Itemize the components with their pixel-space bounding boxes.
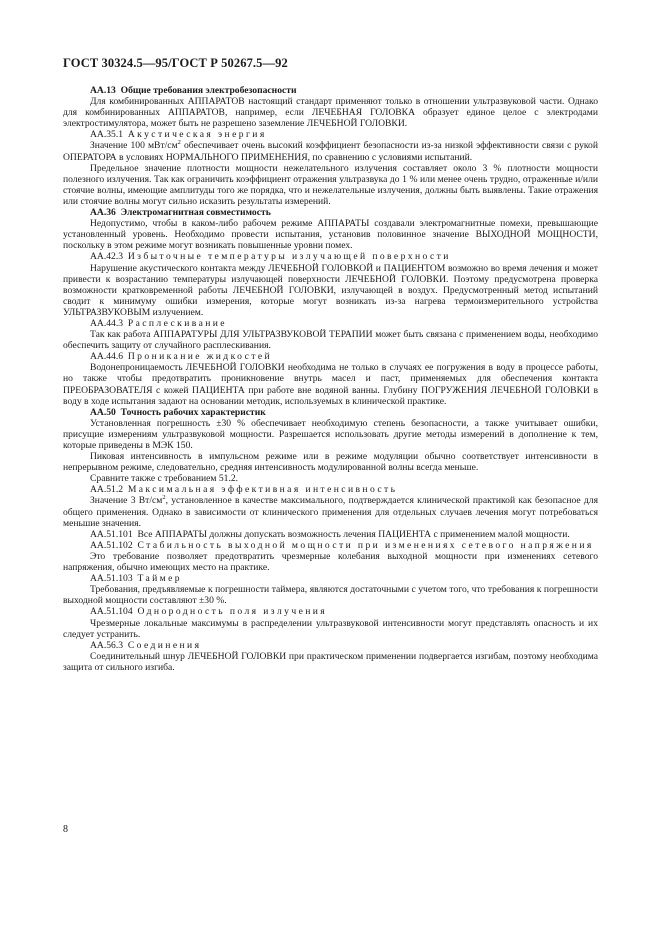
section-title: Однородность поля излучения [137, 606, 328, 618]
body-paragraph: Нарушение акустического контакта между ЛЕЧЕБНОЙ ГОЛОВКОЙ и ПАЦИЕНТОМ возможно во время лечения и может привести к возрастанию температуры излучающей поверхности ЛЕЧЕБНОЙ ГОЛОВКИ. Поэтому предусмотрена проверка возможности кратковременной работы ЛЕЧЕБНОЙ ГОЛОВКИ, излучающей в воздух. Предусмотренный метод испытаний сводит к минимуму ошибки измерения, которые могут возникать из-за нагрева термоизмерительного устройства УЛЬТРАЗВУКОВЫМ излучением. [63, 262, 598, 318]
section-code: АА.56.3 [90, 639, 124, 651]
body-paragraph: Сравните также с требованием 51.2. [90, 473, 239, 485]
section-title: Электромагнитная совместимость [120, 207, 271, 219]
body-paragraph: Для комбинированных АППАРАТОВ настоящий стандарт применяют только в отношении ультразвуковой части. Однако для комбинированных АППАРАТОВ, например, если ЛЕЧЕБНАЯ ГОЛОВКА образует единое целое с электродами электростимулятора, может быть не разрешено заземление ЛЕЧЕБНОЙ ГОЛОВКИ. [63, 96, 598, 130]
subsection-heading [63, 251, 598, 262]
section-title: Точность рабочих характеристик [120, 406, 266, 418]
section-code: АА.13 [90, 85, 116, 96]
superscript: 2 [162, 494, 166, 502]
section-title: Избыточные температуры излучающей поверхности [127, 251, 451, 263]
body-paragraph: Водонепроницаемость ЛЕЧЕБНОЙ ГОЛОВКИ необходима не только в случаях ее погружения в воду в процессе работы, но также чтобы предотвратить проникновение внутрь масел и паст, применяемых для обеспечения контакта ПРЕОБРАЗОВАТЕЛЯ с кожей ПАЦИЕНТА при работе вне водяной ванны. Глубину ПОГРУЖЕНИЯ ЛЕЧЕБНОЙ ГОЛОВКИ в воду в ходе испытания задают на основании методик, используемых в клинической практике. [63, 362, 598, 407]
page-content [63, 85, 598, 673]
subsection-heading [63, 573, 598, 584]
section-code: АА.44.3 [90, 317, 124, 329]
subsection-heading [63, 484, 598, 495]
page-number: 8 [63, 824, 68, 835]
body-paragraph: Пиковая интенсивность в импульсном режиме или в режиме модуляции обычно соответствует интенсивности в непрерывном режиме, следовательно, средняя интенсивность модулированной волны всегда меньше. [63, 451, 598, 474]
section-code: АА.44.6 [90, 351, 124, 363]
text-run: обеспечивает очень высокий коэффициент безопасности из-за низкой эффективности связи с рукой ОПЕРАТОРА в условиях НОРМАЛЬНОГО ПРИМЕНЕНИЯ, по сравнению с условиями испытаний. [63, 140, 598, 163]
section-title: Соединения [127, 639, 202, 651]
section-code: АА.51.104 [90, 606, 133, 618]
body-paragraph: Установленная погрешность ±30 % обеспечивает необходимую степень безопасности, а также учитывает ошибки, присущие измерениям ультразвуковой мощности. Разрешается использовать другие методы измерений в дополнение к тем, которые приведены в МЭК 150. [63, 417, 598, 451]
subsection-heading [63, 606, 598, 617]
body-paragraph [63, 495, 598, 528]
subsection-heading [63, 640, 598, 651]
body-paragraph: Предельное значение плотности мощности нежелательного излучения составляет около 3 % плотности мощности полезного излучения. Так как ограничить коэффициент отражения ультразвука до 1 % или менее очень трудно, отраженные и/или стоячие волны, имеющие амплитуды того же порядка, что и нежелательные излучения, должны быть выявлены. Такие отражения или стоячие волны могут сильно исказить результаты измерений. [63, 162, 598, 207]
section-code: АА.35.1 [90, 129, 124, 141]
text-run: Все АППАРАТЫ должны допускать возможность лечения ПАЦИЕНТА с применением малой мощности. [137, 528, 570, 540]
section-heading [63, 85, 598, 96]
body-paragraph [63, 529, 598, 540]
subsection-heading [63, 351, 598, 362]
section-title: Максимальная эффективная интенсивность [127, 484, 398, 496]
body-paragraph [63, 140, 598, 162]
body-paragraph: Это требование позволяет предотвратить чрезмерные колебания выходной мощности при изменениях сетевого напряжения, обычно имеющих место на практике. [63, 550, 598, 574]
section-code: АА.51.102 [90, 539, 133, 551]
section-title: Расплескивание [127, 317, 227, 329]
body-paragraph: Недопустимо, чтобы в каком-либо рабочем режиме АППАРАТЫ создавали электромагнитные помехи, превышающие установленный уровень. Необходимо провести испытания, установив половинное значение ВЫХОДНОЙ МОЩНОСТИ, поскольку в этом режиме могут возникать повышенные уровни помех. [63, 218, 598, 252]
subsection-heading [63, 540, 598, 551]
body-paragraph: Чрезмерные локальные максимумы в распределении ультразвуковой интенсивности могут представлять опасность и их следует устранить. [63, 617, 598, 640]
section-title: Стабильность выходной мощности при изменениях сетевого напряжения [137, 539, 594, 551]
subsection-heading [63, 129, 598, 140]
section-title: Проникание жидкостей [127, 351, 273, 363]
section-title: Акустическая энергия [127, 129, 267, 141]
text-run: Значение 3 Вт/см [90, 495, 163, 507]
page-header: ГОСТ 30324.5—95/ГОСТ Р 50267.5—92 [63, 56, 288, 70]
body-paragraph: Так как работа АППАРАТУРЫ ДЛЯ УЛЬТРАЗВУКОВОЙ ТЕРАПИИ может быть связана с применением воды, необходимо обеспечить защиту от случайного расплескивания. [63, 329, 598, 352]
section-heading [63, 407, 598, 418]
section-title: Общие требования электробезопасности [120, 85, 297, 96]
body-paragraph: Требования, предъявляемые к погрешности таймера, являются достаточными с учетом того, что требования к погрешности выходной мощности составляют ±30 %. [63, 584, 598, 607]
subsection-heading [63, 318, 598, 329]
section-title: Таймер [137, 573, 182, 585]
body-paragraph: Соединительный шнур ЛЕЧЕБНОЙ ГОЛОВКИ при практическом применении подвергается изгибам, поэтому необходима защита от сильного изгиба. [63, 650, 598, 673]
text-run: , установленное в качестве максимального, подтверждается клинической практикой как безопасное для общего применения. Однако в зависимости от клинического применения для отдельных случаев лечения могут потребоваться меньшие значения. [63, 495, 599, 529]
section-code: АА.42.3 [90, 251, 124, 263]
section-code: АА.51.101 [90, 528, 133, 540]
section-code: АА.50 [90, 406, 116, 418]
text-run: Значение 100 мВт/см [90, 140, 178, 152]
section-heading [63, 207, 598, 218]
section-code: АА.51.2 [90, 484, 124, 496]
superscript: 2 [177, 139, 181, 147]
section-code: АА.36 [90, 207, 116, 219]
section-code: АА.51.103 [90, 573, 133, 585]
